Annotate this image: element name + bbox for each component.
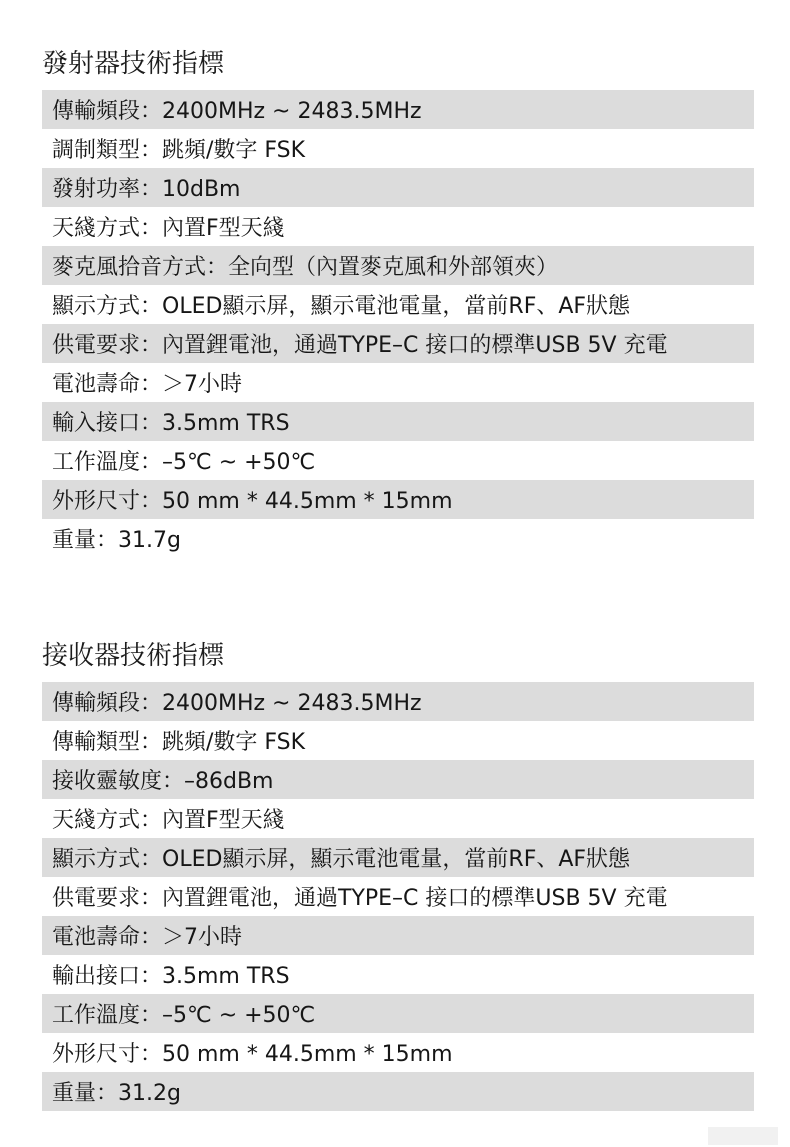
spec-row: 接收靈敏度：–86dBm: [42, 760, 754, 799]
spec-row: 天綫方式：內置F型天綫: [52, 808, 285, 833]
spec-row: 電池壽命：＞7小時: [52, 372, 242, 397]
spec-row: 供電要求：內置鋰電池，通過TYPE–C 接口的標準USB 5V 充電: [42, 324, 754, 363]
spec-row: 工作溫度：–5℃ ~ +50℃: [52, 450, 316, 475]
transmitter-title: 發射器技術指標: [42, 49, 225, 79]
receiver-title: 接收器技術指標: [42, 641, 225, 671]
spec-row: 傳輸頻段：2400MHz ~ 2483.5MHz: [42, 682, 754, 721]
spec-row: 工作溫度：–5℃ ~ +50℃: [42, 994, 754, 1033]
spec-row: 輸出接口：3.5mm TRS: [52, 964, 290, 989]
receiver-spec-list: [42, 682, 754, 1111]
spec-row: 傳輸類型：跳頻/數字 FSK: [52, 730, 306, 755]
spec-row: 重量：31.7g: [52, 528, 181, 553]
spec-row: 外形尺寸：50 mm * 44.5mm * 15mm: [42, 480, 754, 519]
spec-row: 重量：31.2g: [42, 1072, 754, 1111]
spec-row: 供電要求：內置鋰電池，通過TYPE–C 接口的標準USB 5V 充電: [52, 886, 668, 911]
spec-row: 天綫方式：內置F型天綫: [52, 216, 285, 241]
spec-row: 顯示方式：OLED顯示屏，顯示電池電量，當前RF、AF狀態: [52, 294, 631, 319]
spec-row: 輸入接口：3.5mm TRS: [42, 402, 754, 441]
spec-row: 顯示方式：OLED顯示屏，顯示電池電量，當前RF、AF狀態: [42, 838, 754, 877]
spec-row: 麥克風拾音方式：全向型（內置麥克風和外部領夾）: [42, 246, 754, 285]
spec-row: 傳輸頻段：2400MHz ~ 2483.5MHz: [42, 90, 754, 129]
corner-decoration: [708, 1127, 778, 1145]
transmitter-spec-list: [42, 90, 754, 558]
spec-row: 調制類型：跳頻/數字 FSK: [52, 138, 306, 163]
spec-row: 電池壽命：＞7小時: [42, 916, 754, 955]
spec-row: 外形尺寸：50 mm * 44.5mm * 15mm: [52, 1042, 453, 1067]
spec-row: 發射功率：10dBm: [42, 168, 754, 207]
